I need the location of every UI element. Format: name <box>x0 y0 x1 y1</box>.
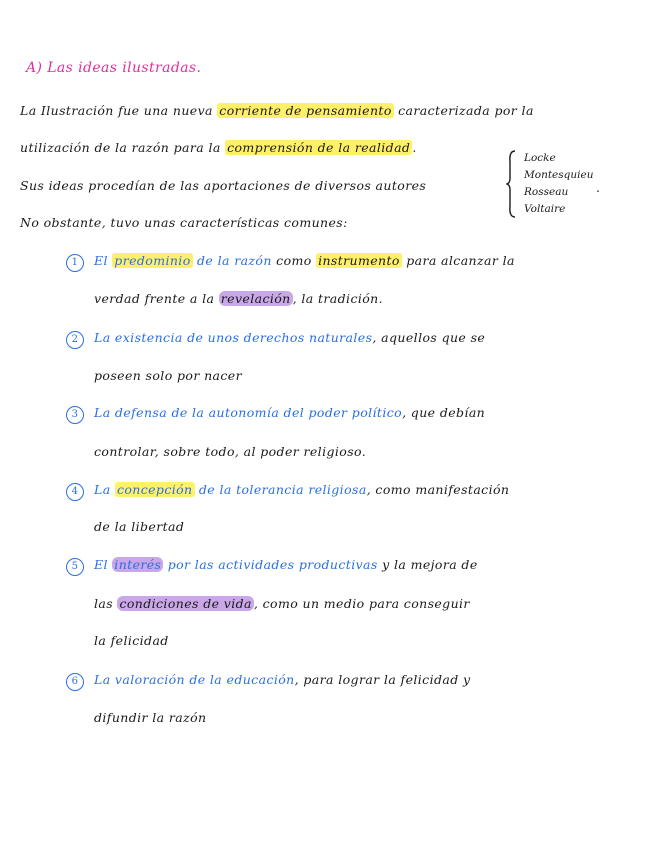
list-item-1-line-2 <box>94 291 383 306</box>
number-badge: 6 <box>66 673 84 691</box>
item-text: La <box>94 482 115 497</box>
item-text: La defensa de la autonomía del poder político <box>94 405 403 420</box>
highlight-yellow: instrumento <box>318 253 400 268</box>
item-text: por las actividades productivas <box>163 557 378 572</box>
item-text: de la razón <box>192 253 272 268</box>
list-item-3-line-1 <box>66 405 485 424</box>
intro-line-3 <box>20 178 426 193</box>
item-text: de la tolerancia religiosa <box>194 482 367 497</box>
item-text: La valoración de la educación <box>94 672 295 687</box>
highlight-yellow: concepción <box>116 482 193 497</box>
list-item-5-line-1 <box>66 557 478 576</box>
list-item-6-line-2 <box>94 710 207 725</box>
highlight-purple: interés <box>114 557 162 572</box>
page-title: A) Las ideas ilustradas. <box>26 60 202 76</box>
number-badge: 4 <box>66 483 84 501</box>
highlight-purple: condiciones de vida <box>119 596 252 611</box>
intro-text: Sus ideas procedían de las aportaciones de diversos autores <box>20 178 427 193</box>
highlight-yellow: predominio <box>114 253 191 268</box>
item-text: para alcanzar la <box>401 253 515 268</box>
list-item-2-line-2 <box>94 368 242 383</box>
intro-text: No obstante, tuvo unas características comunes: <box>20 215 348 230</box>
list-item-4-line-2 <box>94 519 184 534</box>
item-text: como <box>271 253 317 268</box>
author-name: Voltaire <box>524 203 566 215</box>
number-badge: 5 <box>66 558 84 576</box>
item-text: verdad frente a la <box>94 291 219 306</box>
author-name: Locke <box>524 152 556 164</box>
item-text: El <box>94 253 113 268</box>
item-text: la felicidad <box>94 633 169 648</box>
item-text: El <box>94 557 113 572</box>
authors-list <box>524 150 593 218</box>
intro-line-2 <box>20 140 417 155</box>
number-badge: 1 <box>66 254 84 272</box>
intro-text: caracterizada por la <box>393 103 534 118</box>
item-text: , que debían <box>402 405 486 420</box>
item-text: , como manifestación <box>366 482 510 497</box>
intro-line-1 <box>20 103 534 118</box>
item-text: La existencia de unos derechos naturales <box>94 330 373 345</box>
intro-text: La Ilustración fue una nueva <box>20 103 218 118</box>
list-item-5-line-3 <box>94 633 169 648</box>
item-text: las <box>94 596 118 611</box>
item-text: , para lograr la felicidad y <box>294 672 471 687</box>
highlight-purple: revelación <box>220 291 291 306</box>
author-name: Rosseau <box>524 186 569 198</box>
list-item-2-line-1 <box>66 330 485 349</box>
list-item-5-line-2 <box>94 596 470 611</box>
item-text: difundir la razón <box>94 710 207 725</box>
list-item-1-line-1 <box>66 253 515 272</box>
item-text: , como un medio para conseguir <box>253 596 470 611</box>
list-item-4-line-1 <box>66 482 509 501</box>
item-text: poseen solo por nacer <box>94 368 242 383</box>
item-text: de la libertad <box>94 519 185 534</box>
number-badge: 2 <box>66 331 84 349</box>
intro-line-4 <box>20 215 348 230</box>
number-badge: 3 <box>66 406 84 424</box>
item-text: y la mejora de <box>377 557 478 572</box>
highlight-yellow: corriente de pensamiento <box>219 103 392 118</box>
authors-dot: . <box>596 180 601 195</box>
list-item-6-line-1 <box>66 672 470 691</box>
intro-text: . <box>412 140 417 155</box>
highlight-yellow: comprensión de la realidad <box>227 140 411 155</box>
item-text: , la tradición. <box>292 291 383 306</box>
author-name: Montesquieu <box>524 169 594 181</box>
curly-brace-icon <box>506 150 516 218</box>
intro-text: utilización de la razón para la <box>20 140 226 155</box>
list-item-3-line-2 <box>94 444 366 459</box>
item-text: controlar, sobre todo, al poder religioso. <box>94 444 367 459</box>
item-text: , aquellos que se <box>372 330 486 345</box>
